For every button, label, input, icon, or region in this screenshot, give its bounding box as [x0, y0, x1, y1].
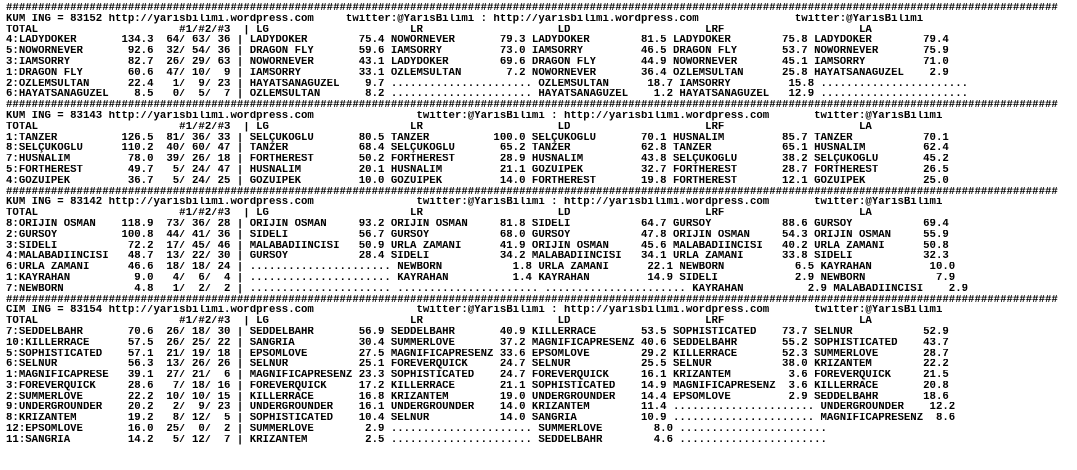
separator-row: #################################################################################################################################################################### [6, 186, 1058, 198]
race-header-row: KUM ING = 83142 http://yarisbilimi.wordpress.com twitter:@YarisBilimi : http://yarisbilimi.wordpress.com twitter:@YarisBilimi [6, 197, 943, 209]
separator-row: #################################################################################################################################################################### [6, 294, 1058, 306]
report-row: 7:HÜSNALIM 78.0 39/ 26/ 18 | FORTHEREST 50.2 FORTHEREST 28.9 HÜSNALIM 43.8 SELÇUKOĞLU 38.2 SELÇUKOĞLU 45.2 [6, 154, 949, 165]
report-row: 5:SOPHISTICATED 57.1 21/ 19/ 18 | EPSOMLOVE 27.5 MAGNIFICAPRESENZ 33.6 EPSOMLOVE 29.2 KILLERRACE 52.3 SUMMERLOVE 28.7 [6, 348, 949, 360]
report-row: 4:MALABADİİNCİSİ 48.7 13/ 22/ 30 | GÜRSOY 28.4 SİDELİ 34.2 MALABADİİNCİSİ 34.1 URLA ZAMANI 33.8 SİDELİ 32.3 [6, 251, 949, 263]
report-row: 3:SİDELİ 72.2 17/ 45/ 46 | MALABADİİNCİSİ 50.9 URLA ZAMANI 41.9 ORİJİN OSMAN 45.6 MALABADİİNCİSİ 40.2 URLA ZAMANI 50.8 [6, 240, 949, 252]
report-row: 6:URLA ZAMANI 46.6 18/ 18/ 24 | ...................... NEWBORN 1.8 URLA ZAMANI 22.1 NEWBORN 6.5 KAYRAHAN 10.0 [6, 262, 956, 273]
report-row: 7:SEDDELBAHR 70.6 26/ 18/ 30 | SEDDELBAHR 56.9 SEDDELBAHR 40.9 KILLERRACE 53.5 SOPHISTICATED 73.7 SELNUR 52.9 [6, 326, 949, 338]
column-header-row: TOTAL #1/#2/#3 | LG LR LD LRF LA [6, 208, 872, 219]
report-row: 10:KILLERRACE 57.5 26/ 25/ 22 | SANGRIA 30.4 SUMMERLOVE 37.2 MAGNIFICAPRESENZ 40.6 SEDDELBAHR 55.2 SOPHISTICATED 43.7 [6, 337, 949, 349]
race-header-row: KUM ING = 83143 http://yarisbilimi.wordpress.com twitter:@YarisBilimi : http://yarisbilimi.wordpress.com twitter:@YarisBilimi [6, 110, 943, 122]
race-header-row: KUM ING = 83152 http://yarisbilimi.wordpress.com twitter:@YarisBilimi : http://yarisbilimi.wordpress.com twitter:@YarisBilimi [6, 13, 924, 25]
report-row: 6:HAYATSANAGÜZEL 8.5 0/ 5/ 7 | ÖZLEMSULTAN 8.2 ...................... HAYATSANAGÜZEL 1.2 HAYATSANAGÜZEL 12.9 ....................... [6, 89, 969, 101]
report-row: 12:EPSOMLOVE 16.0 25/ 0/ 2 | SUMMERLOVE 2.9 ...................... SUMMERLOVE 8.0 ....................... [6, 424, 827, 435]
report-row: 1:KAYRAHAN 9.0 4/ 6/ 4 | ...................... KAYRAHAN 1.4 KAYRAHAN 14.9 SİDELİ 2.9 NEWBORN 7.9 [6, 272, 956, 284]
report-row: 11:SANGRIA 14.2 5/ 12/ 7 | KRIZANTEM 2.5 ...................... SEDDELBAHR 4.6 ....................... [6, 434, 827, 446]
race-header-row: CIM ING = 83154 http://yarisbilimi.wordpress.com twitter:@YarisBilimi : http://yarisbilimi.wordpress.com twitter:@YarisBilimi [6, 305, 943, 317]
report-row: 2:SUMMERLOVE 22.2 10/ 10/ 15 | KILLERRACE 16.8 KRIZANTEM 19.0 UNDERGROUNDER 14.4 EPSOMLOVE 2.9 SEDDELBAHR 18.6 [6, 391, 949, 403]
report-row: 8:SELÇUKOĞLU 110.2 40/ 60/ 47 | TANZER 68.4 SELÇUKOĞLU 65.2 TANZER 62.8 TANZER 65.1 HÜSNALIM 62.4 [6, 143, 949, 155]
column-header-row: TOTAL #1/#2/#3 | LG LR LD LRF LA [6, 121, 872, 133]
report-row: 3:FOREVERQUICK 28.6 7/ 18/ 16 | FOREVERQUICK 17.2 KILLERRACE 21.1 SOPHISTICATED 14.9 MAGNIFICAPRESENZ 3.6 KILLERRACE 20.8 [6, 380, 949, 392]
report-row: 2:GÜRSOY 100.8 44/ 41/ 36 | SİDELİ 56.7 GÜRSOY 68.0 GÜRSOY 47.8 ORİJİN OSMAN 54.3 ORİJİN OSMAN 55.9 [6, 229, 949, 241]
report-row: 1:DRAGON FLY 60.6 47/ 10/ 9 | IAMSORRY 33.1 ÖZLEMSULTAN 7.2 NOWORNEVER 36.4 ÖZLEMSULTAN 25.8 HAYATSANAGÜZEL 2.9 [6, 67, 949, 79]
report-row: 8:KRIZANTEM 19.2 8/ 12/ 5 | SOPHISTICATED 10.4 SELNUR 14.0 SANGRIA 10.9 ...................... MAGNIFICAPRESENZ 8.6 [6, 413, 956, 425]
column-header-row: TOTAL #1/#2/#3 | LG LR LD LRF LA [6, 24, 872, 36]
report-row: 2:ÖZLEMSULTAN 22.4 1/ 9/ 23 | HAYATSANAGÜZEL 9.7 ...................... ÖZLEMSULTAN 18.7 IAMSORRY 15.8 ....................... [6, 78, 969, 90]
column-header-row: TOTAL #1/#2/#3 | LG LR LD LRF LA [6, 316, 872, 327]
report-row: 4:LADYDÖKER 134.3 64/ 63/ 36 | LADYDÖKER 75.4 NOWORNEVER 79.3 LADYDÖKER 81.5 LADYDÖKER 75.8 LADYDÖKER 79.4 [6, 35, 949, 47]
report-row: 3:IAMSORRY 82.7 26/ 29/ 63 | NOWORNEVER 43.1 LADYDÖKER 69.6 DRAGON FLY 44.9 NOWORNEVER 45.1 IAMSORRY 71.0 [6, 56, 949, 68]
report-row: 4:GÖZÜİPEK 36.7 5/ 24/ 25 | GÖZÜİPEK 10.0 GÖZÜİPEK 14.0 FORTHEREST 19.8 FORTHEREST 12.1 GÖZÜİPEK 25.0 [6, 175, 949, 187]
report-row: 1:MAGNIFICAPRESE 39.1 27/ 21/ 6 | MAGNIFICAPRESENZ 23.3 SOPHISTICATED 24.7 FOREVERQUICK 16.1 KRIZANTEM 3.6 FOREVERQUICK 21.5 [6, 370, 949, 381]
report-row: 5:FORTHEREST 49.7 5/ 24/ 47 | HÜSNALIM 20.1 HÜSNALIM 21.1 GÖZÜİPEK 32.7 FORTHEREST 28.7 FORTHEREST 26.5 [6, 164, 949, 176]
report-row: 1:TANZER 126.5 81/ 36/ 33 | SELÇUKOĞLU 80.5 TANZER 100.0 SELÇUKOĞLU 70.1 HÜSNALIM 85.7 TANZER 70.1 [6, 132, 949, 144]
report-row: 9:UNDERGROUNDER 20.2 2/ 9/ 23 | UNDERGROUNDER 16.1 UNDERGROUNDER 14.0 KRIZANTEM 11.4 ...................... UNDERGROUNDER 12.2 [6, 402, 956, 414]
report-row: 8:ORİJİN OSMAN 118.9 73/ 36/ 28 | ORİJİN OSMAN 93.2 ORİJİN OSMAN 81.8 SİDELİ 64.7 GÜRSOY 88.6 GÜRSOY 69.4 [6, 218, 949, 230]
separator-row: #################################################################################################################################################################### [6, 100, 1058, 111]
report-row: 7:NEWBORN 4.8 1/ 2/ 2 | ...................... ...................... ...................... KAYRAHAN 2.9 MALABADİİNCİSİ 2.9 [6, 283, 969, 295]
report-row: 5:NOWORNEVER 92.6 32/ 54/ 36 | DRAGON FLY 59.6 IAMSORRY 73.0 IAMSORRY 46.5 DRAGON FLY 53.7 NOWORNEVER 75.9 [6, 46, 949, 57]
separator-row: #################################################################################################################################################################### [6, 3, 1058, 14]
report-row: 6:SELNUR 56.3 13/ 26/ 26 | SELNUR 25.1 FOREVERQUICK 24.7 SELNUR 25.5 SELNUR 38.0 KRIZANTEM 22.2 [6, 359, 949, 371]
